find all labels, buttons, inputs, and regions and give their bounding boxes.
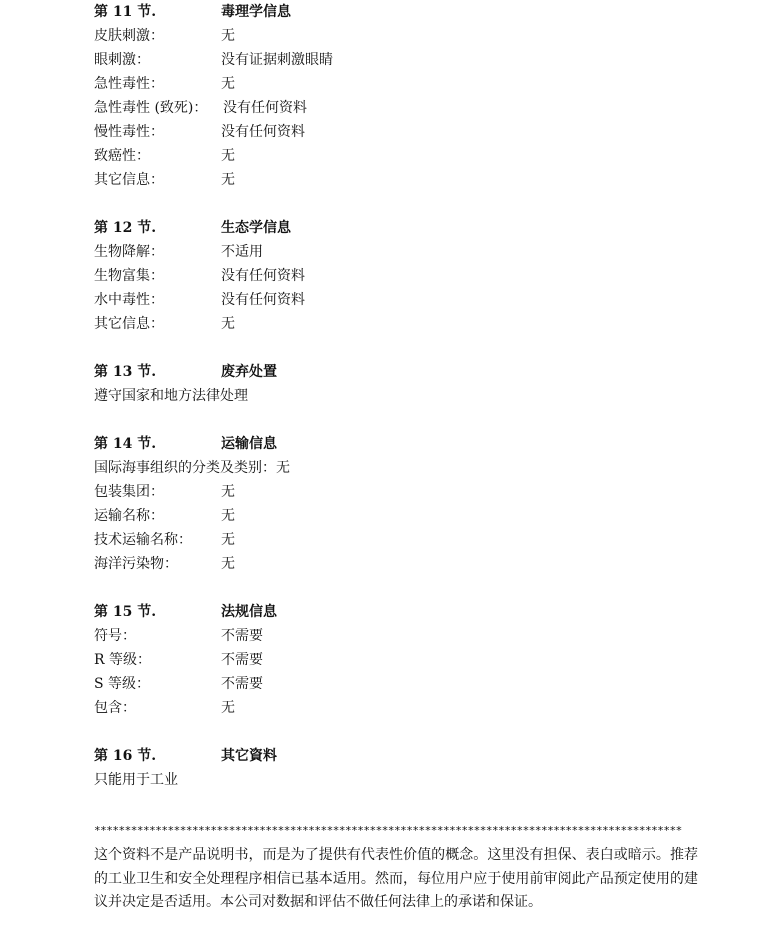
field-label: 致癌性： xyxy=(94,148,150,164)
field-value: 没有任何资料 xyxy=(223,100,307,116)
field-row xyxy=(94,96,714,120)
field-label: 包装集团： xyxy=(94,484,164,500)
field-label: 其它信息： xyxy=(94,316,164,332)
field-row xyxy=(94,672,714,696)
field-value: 无 xyxy=(221,148,235,164)
field-row xyxy=(94,24,714,48)
field-label: 慢性毒性： xyxy=(94,124,164,140)
field-value: 无 xyxy=(221,700,235,716)
field-label: 符号： xyxy=(94,628,136,644)
field-value: 无 xyxy=(221,556,235,572)
field-value: 没有任何资料 xyxy=(221,292,305,308)
field-value: 无 xyxy=(221,28,235,44)
field-label: R 等级： xyxy=(94,652,151,668)
field-label: 运输名称： xyxy=(94,508,164,524)
field-row xyxy=(94,648,714,672)
section-16 xyxy=(94,744,714,792)
field-label: 急性毒性 (致死)： xyxy=(94,100,208,116)
field-value: 没有证据刺激眼睛 xyxy=(221,52,333,68)
section-heading xyxy=(94,744,714,768)
field-row xyxy=(94,624,714,648)
field-row xyxy=(94,264,714,288)
field-value: 不适用 xyxy=(221,244,263,260)
section-title: 毒理学信息 xyxy=(221,4,291,20)
field-label: 海洋污染物： xyxy=(94,556,178,572)
section-title: 废弃处置 xyxy=(221,364,277,380)
field-value: 无 xyxy=(221,508,235,524)
section-title: 运输信息 xyxy=(221,436,277,452)
field-label: 生物富集： xyxy=(94,268,164,284)
field-label: 水中毒性： xyxy=(94,292,164,308)
field-value: 无 xyxy=(221,316,235,332)
section-heading xyxy=(94,216,714,240)
separator-line: ************************************************************************************************ xyxy=(94,824,682,837)
section-number: 第 14 节. xyxy=(94,436,157,452)
section-title: 生态学信息 xyxy=(221,220,291,236)
field-value: 无 xyxy=(221,484,235,500)
section-text: 遵守国家和地方法律处理 xyxy=(94,388,248,404)
section-title: 法规信息 xyxy=(221,604,277,620)
field-row xyxy=(94,288,714,312)
document-page xyxy=(94,0,714,915)
field-row xyxy=(94,240,714,264)
field-label: 皮肤刺激： xyxy=(94,28,164,44)
field-row xyxy=(94,504,714,528)
section-number: 第 16 节. xyxy=(94,748,157,764)
field-value: 没有任何资料 xyxy=(221,124,305,140)
section-text: 只能用于工业 xyxy=(94,772,178,788)
section-heading xyxy=(94,432,714,456)
section-heading xyxy=(94,600,714,624)
field-value: 无 xyxy=(221,172,235,188)
field-row xyxy=(94,48,714,72)
field-value: 无 xyxy=(221,76,235,92)
text-row xyxy=(94,768,714,792)
section-number: 第 12 节. xyxy=(94,220,157,236)
section-heading xyxy=(94,360,714,384)
section-title: 其它資料 xyxy=(221,748,277,764)
field-row xyxy=(94,696,714,720)
field-label: 眼刺激： xyxy=(94,52,150,68)
field-row xyxy=(94,120,714,144)
field-value: 不需要 xyxy=(221,628,263,644)
section-12 xyxy=(94,216,714,336)
field-row xyxy=(94,552,714,576)
section-13 xyxy=(94,360,714,408)
field-value: 无 xyxy=(221,532,235,548)
section-11 xyxy=(94,0,714,192)
section-number: 第 15 节. xyxy=(94,604,157,620)
field-row xyxy=(94,528,714,552)
section-15 xyxy=(94,600,714,720)
field-row xyxy=(94,144,714,168)
text-row xyxy=(94,456,714,480)
section-number: 第 13 节. xyxy=(94,364,157,380)
field-value: 不需要 xyxy=(221,676,263,692)
text-row xyxy=(94,384,714,408)
field-label: 生物降解： xyxy=(94,244,164,260)
field-label: 急性毒性： xyxy=(94,76,164,92)
field-row xyxy=(94,312,714,336)
section-text: 国际海事组织的分类及类别：无 xyxy=(94,460,290,476)
field-value: 不需要 xyxy=(221,652,263,668)
section-14 xyxy=(94,432,714,576)
field-row xyxy=(94,72,714,96)
section-number: 第 11 节. xyxy=(94,4,157,20)
field-label: S 等级： xyxy=(94,676,151,692)
field-label: 其它信息： xyxy=(94,172,164,188)
disclaimer-paragraph: 这个资料不是产品说明书，而是为了提供有代表性价值的概念。这里没有担保、表白或暗示。推荐的工业卫生和安全处理程序相信已基本适用。然而，每位用户应于使用前审阅此产品预定使用的建议并决定是否适用。本公司对数据和评估不做任何法律上的承诺和保证。 xyxy=(94,847,698,910)
field-row xyxy=(94,168,714,192)
section-heading xyxy=(94,0,714,24)
field-label: 技术运输名称： xyxy=(94,532,192,548)
field-value: 没有任何资料 xyxy=(221,268,305,284)
field-label: 包含： xyxy=(94,700,136,716)
field-row xyxy=(94,480,714,504)
